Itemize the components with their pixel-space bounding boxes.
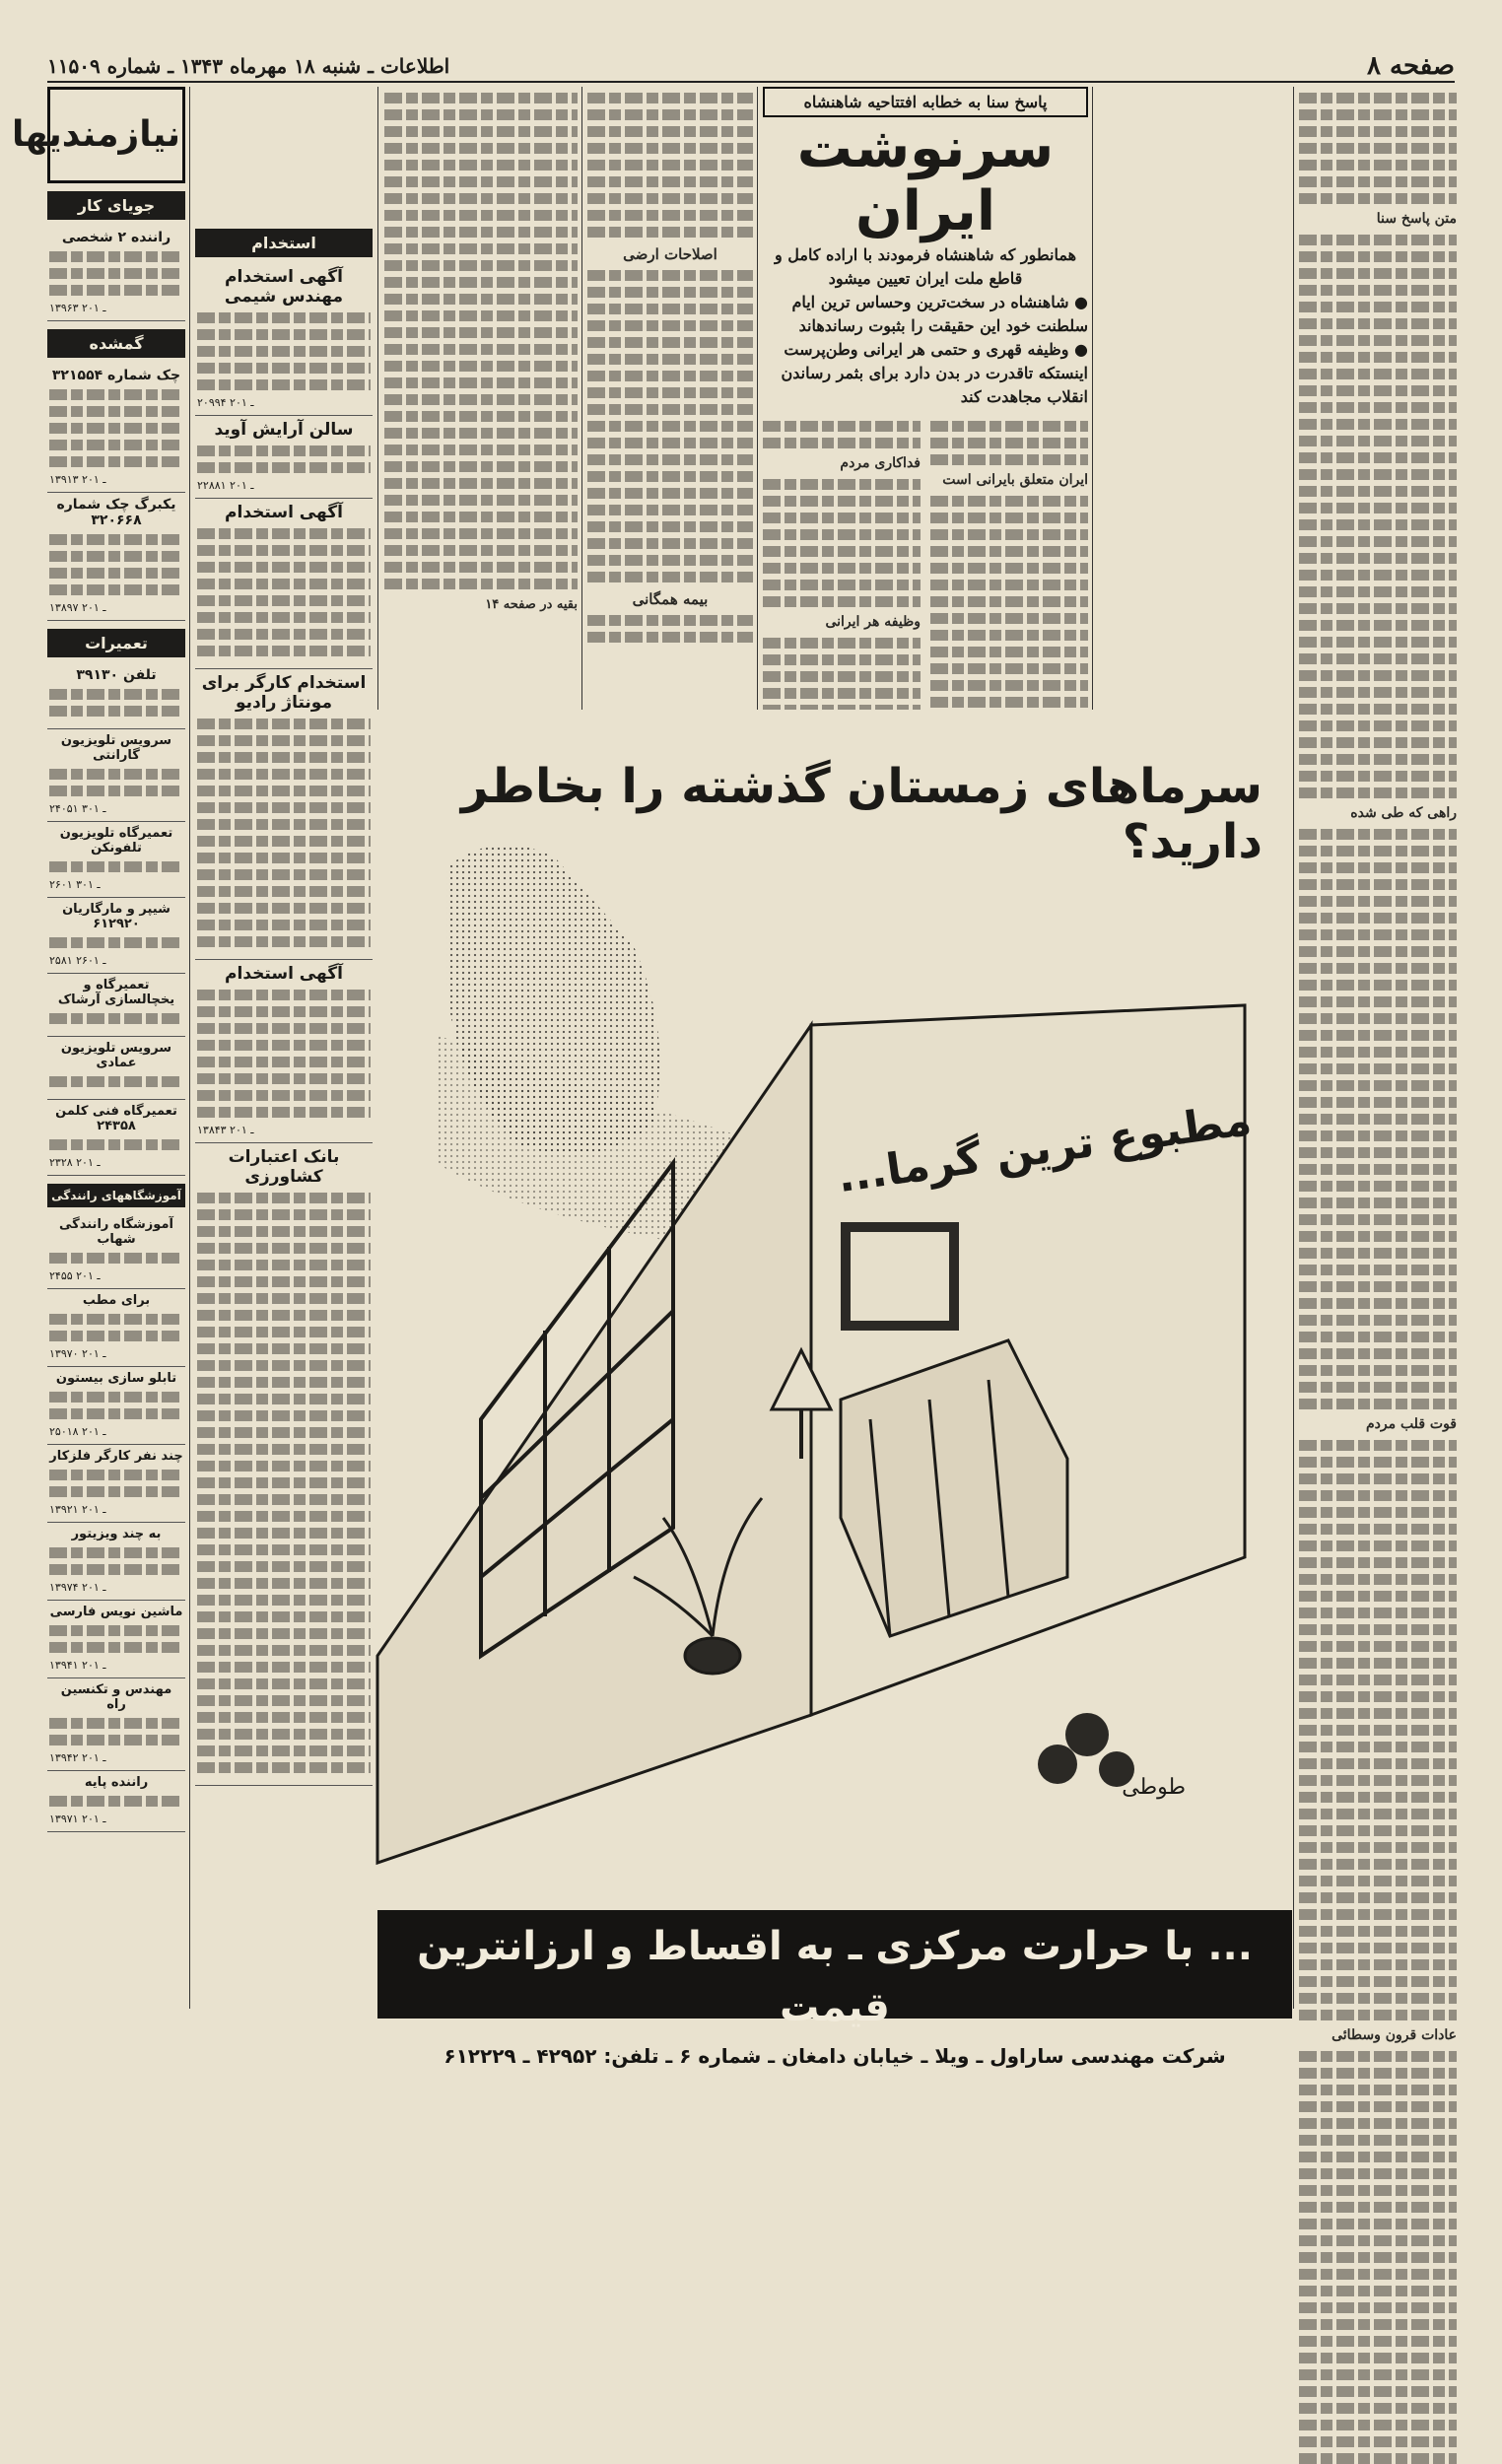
- classified-ad: تعمیرگاه فنی کلمن ۲۴۳۵۸ ۲۳۲۸ ـ ۲۰۱: [47, 1100, 185, 1176]
- page-header: [47, 51, 1455, 83]
- ad-bottom-strip: [377, 1910, 1292, 2068]
- continued-note: بقیه در صفحه ۱۴: [485, 597, 578, 612]
- flower-vase: [1038, 1713, 1134, 1787]
- subhead: بیمه همگانی: [632, 590, 709, 608]
- classified-ad: ماشین نویس فارسی ۱۳۹۴۱ ـ ۲۰۱: [47, 1601, 185, 1678]
- subhead: عادات قرون وسطائی: [1331, 2027, 1457, 2043]
- ad-illustration: [377, 710, 1292, 1863]
- subhead: راهی که طی شده: [1350, 805, 1457, 821]
- article-col: [763, 415, 921, 730]
- subhead: فداکاری مردم: [840, 455, 921, 471]
- article-kicker: پاسخ سنا به خطابه افتتاحیه شاهنشاه: [763, 87, 1088, 117]
- center-column: [587, 87, 753, 710]
- center-column-2: [384, 87, 578, 710]
- classified-ad: تعمیرگاه تلویزیون تلفونکن ۲۶۰۱ ـ ۳۰۱: [47, 822, 185, 898]
- article-col: [930, 415, 1088, 730]
- subhead: اصلاحات ارضی: [623, 245, 717, 263]
- classifieds-column: [11, 87, 185, 2009]
- classified-ad: آموزشگاه رانندگی شهاب ۲۴۵۵ ـ ۲۰۱: [47, 1213, 185, 1289]
- classified-ad: تلفن ۳۹۱۳۰: [47, 663, 185, 729]
- subhead: ایران متعلق بایرانی است: [942, 472, 1088, 488]
- classified-ad: سالن آرایش آوید ۲۲۸۸۱ ـ ۲۰۱: [195, 416, 373, 499]
- heating-advertisement: [377, 710, 1292, 1971]
- classified-ad: راننده پایه ۱۳۹۷۱ ـ ۲۰۱: [47, 1771, 185, 1832]
- article-bullet: ● شاهنشاه در سخت‌ترین وحساس ترین ایام سلطنت خود این حقیقت را بثبوت رساندهاند: [791, 293, 1088, 335]
- classified-ad: یکبرگ چک شماره ۳۲۰۶۶۸ ۱۳۸۹۷ ـ ۲۰۱: [47, 493, 185, 621]
- classified-ad: سرویس تلویزیون گارانتی ۲۴۰۵۱ ـ ۳۰۱: [47, 729, 185, 822]
- classified-ad: سرویس تلویزیون عمادی: [47, 1037, 185, 1100]
- article-title: سرنوشت ایران: [796, 116, 1055, 243]
- classified-ad: آگهی استخدام مهندس شیمی ۲۰۹۹۴ ـ ۲۰۱: [195, 263, 373, 416]
- column-rule: [189, 87, 190, 2009]
- classified-ad: برای مطب ۱۳۹۷۰ ـ ۲۰۱: [47, 1289, 185, 1367]
- section-header: استخدام: [195, 229, 373, 257]
- classified-ad: تابلو سازی بیستون ۲۵۰۱۸ ـ ۲۰۱: [47, 1367, 185, 1445]
- classified-ad: به چند ویزیتور ۱۳۹۷۴ ـ ۲۰۱: [47, 1523, 185, 1601]
- classified-ad: استخدام کارگر برای مونتاژ رادیو: [195, 669, 373, 960]
- classified-ad: بانک اعتبارات کشاورزی: [195, 1143, 373, 1786]
- right-column: [1299, 87, 1457, 2043]
- column-rule: [757, 87, 758, 710]
- ad-strip-text: ... با حرارت مرکزی ـ به اقساط و ارزانترین قیمت: [417, 1924, 1253, 2030]
- column-rule: [1092, 87, 1093, 710]
- subhead: قوت قلب مردم: [1365, 1416, 1457, 1432]
- classified-ad: شیپر و مارگاریان ۶۱۲۹۲۰ ۲۵۸۱ ـ ۲۶۰۱: [47, 898, 185, 974]
- article-bullet: ● وظیفه قهری و حتمی هر ایرانی وطن‌پرست اینستکه تاقدرت در بدن دارد برای بثمر رساندن انقلاب مجاهدت کند: [781, 340, 1088, 406]
- page-number: صفحه ۸: [1367, 51, 1455, 81]
- artist-signature: طوطی: [1122, 1775, 1186, 1800]
- classified-ad: آگهی استخدام: [195, 499, 373, 669]
- ad-tagline: مطبوع ترین گرما...: [834, 1094, 1255, 1203]
- picture: [851, 1232, 949, 1321]
- column-rule: [1293, 87, 1294, 2009]
- section-header: جویای کار: [47, 191, 185, 220]
- issue-line: اطلاعات ـ شنبه ۱۸ مهرماه ۱۳۴۳ ـ شماره ۱۱۵۰۹: [47, 54, 450, 78]
- classified-ad: مهندس و تکنسین راه ۱۳۹۴۲ ـ ۲۰۱: [47, 1678, 185, 1771]
- classified-ad: آگهی استخدام ۱۳۸۴۳ ـ ۲۰۱: [195, 960, 373, 1143]
- classified-ad: تعمیرگاه و یخچالسازی آرشاک: [47, 974, 185, 1037]
- classifieds-banner: نیازمندیها: [47, 87, 185, 183]
- subhead: وظیفه هر ایرانی: [825, 614, 921, 630]
- article-lede: همانطور که شاهنشاه فرمودند با اراده کامل و قاطع ملت ایران تعیین میشود: [774, 245, 1077, 288]
- employment-column: [195, 87, 373, 2009]
- classified-ad: چک شماره ۳۲۱۵۵۴ ۱۳۹۱۳ ـ ۲۰۱: [47, 364, 185, 493]
- subhead: متن پاسخ سنا: [1376, 211, 1457, 227]
- ad-headline: سرماهای زمستان گذشته را بخاطر دارید؟: [460, 759, 1263, 869]
- classified-ad: چند نفر کارگر فلزکار ۱۳۹۲۱ ـ ۲۰۱: [47, 1445, 185, 1523]
- section-header: گمشده: [47, 329, 185, 358]
- article-body: [763, 415, 1088, 730]
- lead-article: [763, 87, 1088, 710]
- section-header: تعمیرات: [47, 629, 185, 657]
- column-rule: [581, 87, 582, 710]
- section-header: آموزشگاههای رانندگی: [47, 1184, 185, 1207]
- ad-company: شرکت مهندسی ساراول ـ ویلا ـ خیابان دامغان ـ شماره ۶ ـ تلفن: ۴۲۹۵۲ ـ ۶۱۲۲۲۹: [377, 2038, 1292, 2074]
- classified-ad: راننده ۲ شخصی ۱۳۹۶۳ ـ ۲۰۱: [47, 226, 185, 321]
